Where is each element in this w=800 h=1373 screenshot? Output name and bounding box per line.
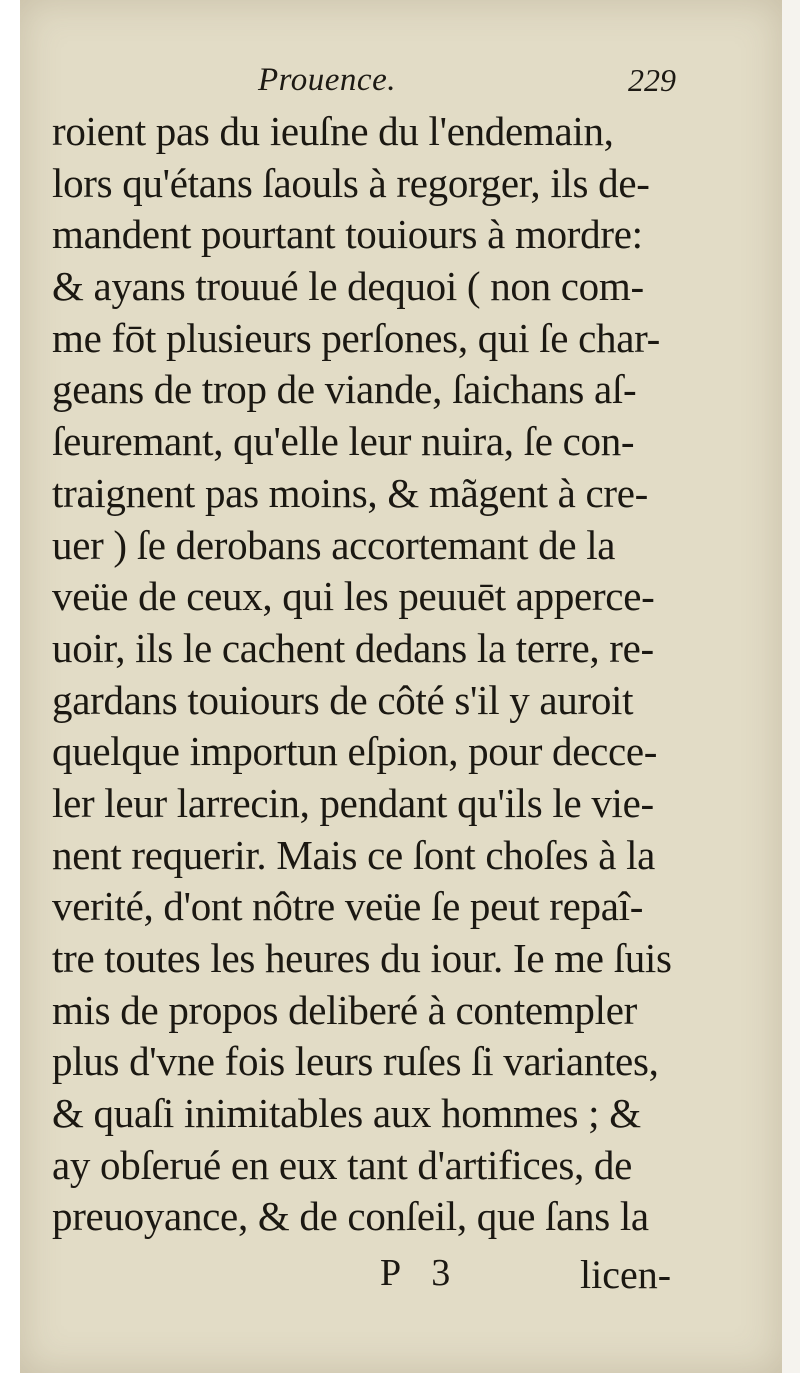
text-line: geans de trop de viande, ſaichans aſ- [52,366,637,413]
text-line: ſeuremant, qu'elle leur nuira, ſe con- [52,418,635,465]
text-line: mis de propos deliberé à contempler [52,986,637,1033]
text-line: & ayans trouué le dequoi ( non com- [52,263,644,310]
text-line: plus d'vne fois leurs ruſes ſi variantes, [52,1038,659,1085]
catchword: licen- [580,1252,672,1297]
book-page [20,0,782,1373]
body-text [52,106,712,1243]
page-footer [20,1251,782,1303]
scan-margin [782,0,800,1373]
signature-mark: P 3 [380,1252,451,1294]
text-line: me fōt plusieurs perſones, qui ſe char- [52,314,660,361]
text-line: quelque importun eſpion, pour decce- [52,728,658,775]
text-line: roient pas du ieuſne du l'endemain, [52,108,614,154]
text-line: verité, d'ont nôtre veüe ſe peut repaî- [52,883,644,930]
text-line: traignent pas moins, & mãgent à cre- [52,469,649,516]
text-line: lors qu'étans ſaouls à regorger, ils de- [52,159,650,206]
text-line: ay obſerué en eux tant d'artifices, de [52,1141,632,1188]
page-number: 229 [628,62,676,98]
text-line: veüe de ceux, qui les peuuēt apperce- [52,573,655,620]
running-title: Prouence. [258,62,396,98]
text-line: nent requerir. Mais ce ſont choſes à la [52,831,656,878]
text-line: & quaſi inimitables aux hommes ; & [52,1090,641,1137]
text-line: mandent pourtant touiours à mordre: [52,211,643,258]
text-line: ler leur larrecin, pendant qu'ils le vie- [52,779,654,826]
page-header [20,62,782,108]
text-line: uer ) ſe derobans accortemant de la [52,521,616,568]
text-line: gardans touiours de côté s'il y auroit [52,676,634,723]
text-line: preuoyance, & de conſeil, que ſans la [52,1193,649,1240]
text-line: uoir, ils le cachent dedans la terre, re- [52,624,654,671]
text-line: tre toutes les heures du iour. Ie me ſuis [52,935,672,981]
